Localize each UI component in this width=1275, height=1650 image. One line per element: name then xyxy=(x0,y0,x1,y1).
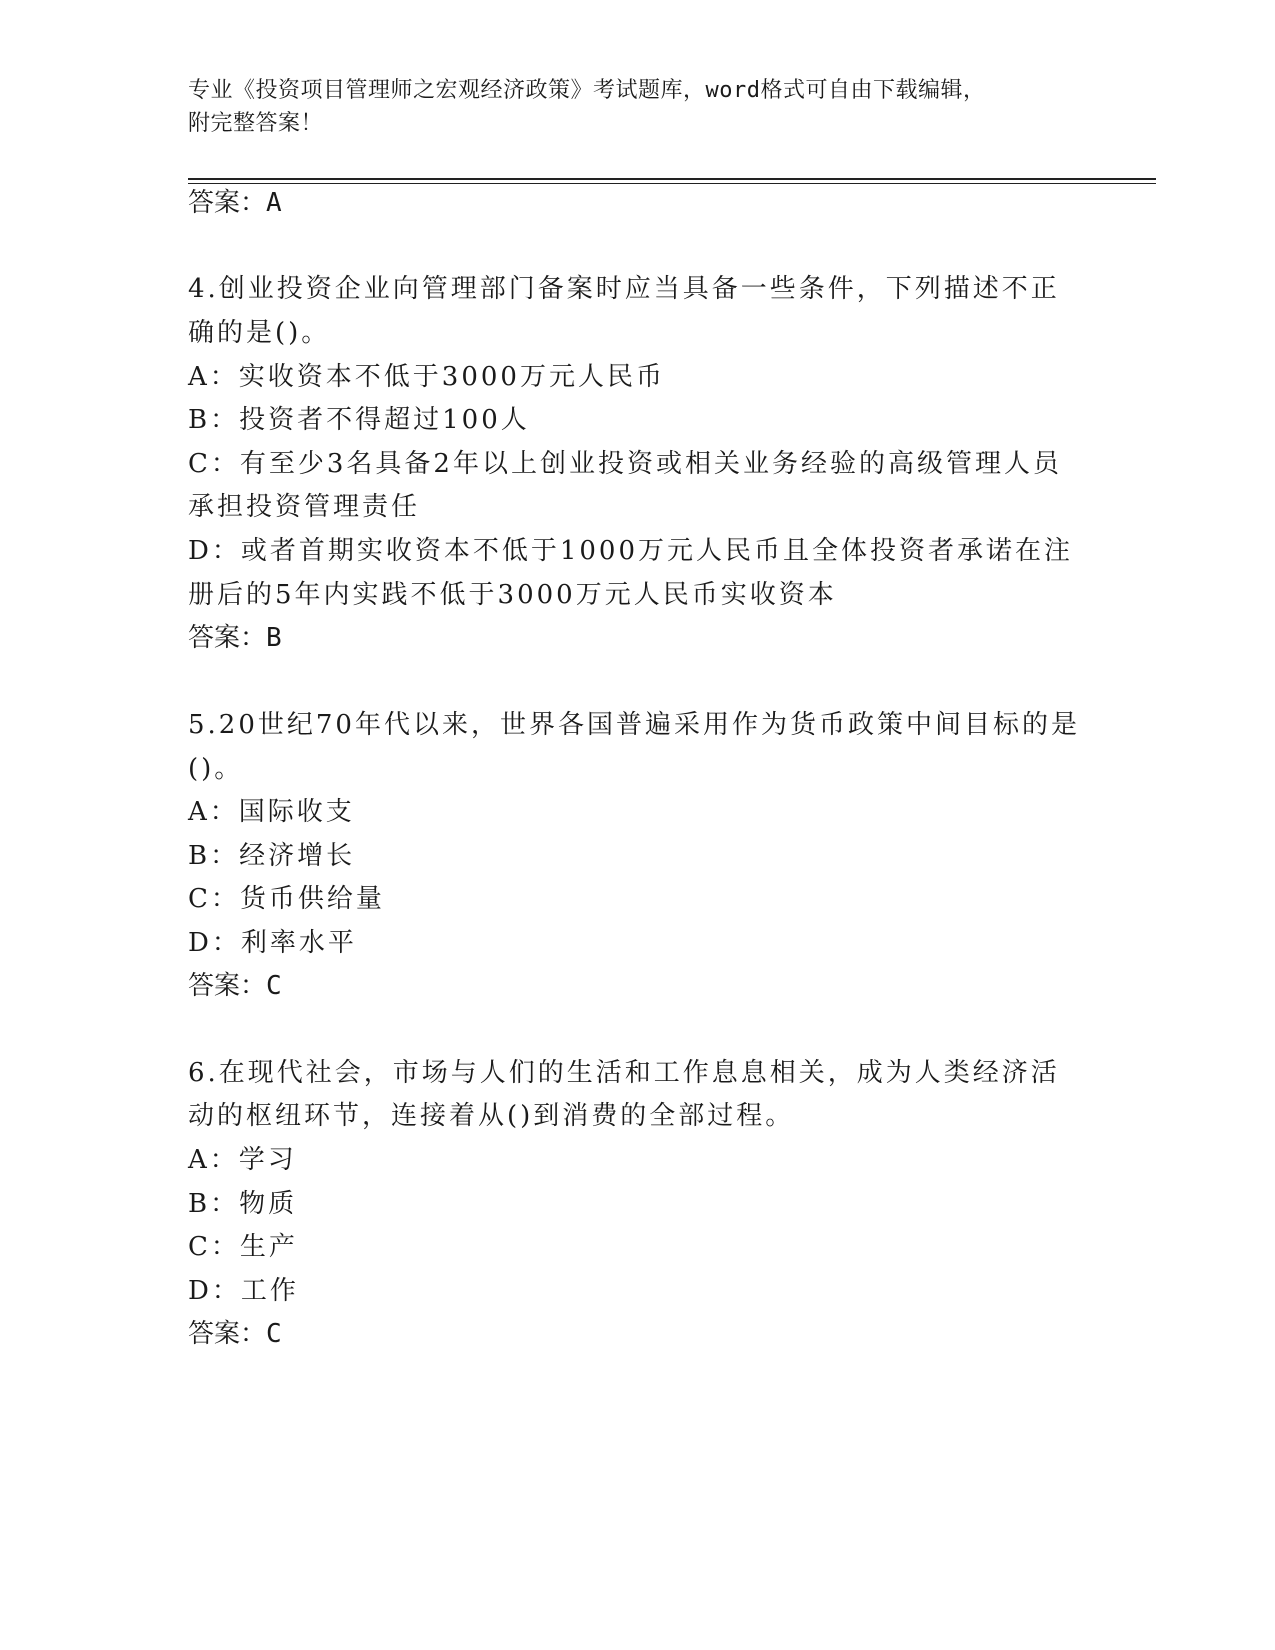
header-rule-thin xyxy=(188,183,1156,184)
q5-stem-line-2: ()。 xyxy=(188,754,244,784)
q4-stem-line-2: 确的是()。 xyxy=(188,318,331,348)
q5-option-b: B：经济增长 xyxy=(188,841,356,871)
q4-option-c-line-1: C：有至少3名具备2年以上创业投资或相关业务经验的高级管理人员 xyxy=(188,449,1062,479)
header-line-2: 附完整答案！ xyxy=(188,111,324,136)
q4-option-d-line-2: 册后的5年内实践不低于3000万元人民币实收资本 xyxy=(188,580,837,610)
q6-option-d: D：工作 xyxy=(188,1276,299,1306)
q6-answer: 答案：C xyxy=(188,1319,282,1349)
q6-stem-line-1: 6.在现代社会，市场与人们的生活和工作息息相关，成为人类经济活 xyxy=(188,1058,1060,1088)
q5-stem-line-1: 5.20世纪70年代以来，世界各国普遍采用作为货币政策中间目标的是 xyxy=(188,710,1080,740)
document-header xyxy=(188,74,1068,140)
q5-option-c: C：货币供给量 xyxy=(188,884,385,914)
q4-stem-line-1: 4.创业投资企业向管理部门备案时应当具备一些条件，下列描述不正 xyxy=(188,274,1060,304)
header-rule-thick xyxy=(188,178,1156,180)
q6-option-c: C：生产 xyxy=(188,1232,298,1262)
q6-option-b: B：物质 xyxy=(188,1189,298,1219)
q4-option-b: B：投资者不得超过100人 xyxy=(188,405,530,435)
q5-answer: 答案：C xyxy=(188,971,282,1001)
q6-stem-line-2: 动的枢纽环节，连接着从()到消费的全部过程。 xyxy=(188,1101,795,1131)
q6-option-a: A：学习 xyxy=(188,1145,297,1175)
q4-option-a: A：实收资本不低于3000万元人民币 xyxy=(188,362,665,392)
previous-answer: 答案：A xyxy=(188,188,282,218)
q4-answer: 答案：B xyxy=(188,623,282,653)
q4-option-c-line-2: 承担投资管理责任 xyxy=(188,492,421,522)
header-line-1: 专业《投资项目管理师之宏观经济政策》考试题库，word格式可自由下载编辑， xyxy=(188,78,986,103)
q5-option-d: D：利率水平 xyxy=(188,928,357,958)
q4-option-d-line-1: D：或者首期实收资本不低于1000万元人民币且全体投资者承诺在注 xyxy=(188,536,1074,566)
q5-option-a: A：国际收支 xyxy=(188,797,355,827)
